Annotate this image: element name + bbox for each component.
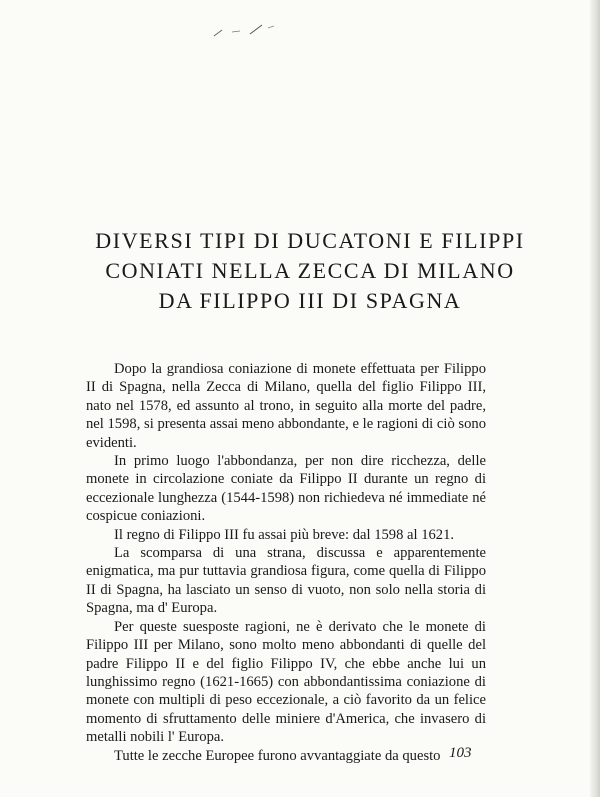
paragraph-1: Dopo la grandiosa coniazione di monete effettuata per Filippo II di Spagna, nella Zecca di Milano, quella del figlio Filippo III, nato nel 1578, ed assunto al trono, in seguito alla morte del padre, nel 1598, si presenta assai meno abbondante, e le ragioni di ciò sono evidenti. bbox=[86, 361, 486, 451]
title-line-2: CONIATI NELLA ZECCA DI MILANO bbox=[105, 258, 515, 283]
page-number: 103 bbox=[449, 745, 472, 761]
paragraph-5: Per queste suesposte ragioni, ne è derivato che le monete di Filippo III per Milano, sono molto meno abbondanti di quelle del padre Filippo II e del figlio Filippo IV, che ebbe anche lui un lunghissimo regno (1621-1665) con abbondantissima coniazione di monete con multipli di peso eccezionale, a ciò favorito da un felice momento di sfruttamento delle miniere d'America, che invasero di metalli nobili l' Europa. bbox=[86, 618, 486, 746]
pencil-marks-icon bbox=[210, 22, 280, 42]
paragraph-2: In primo luogo l'abbondanza, per non dire ricchezza, delle monete in circolazione coniate da Filippo II durante un regno di eccezionale lunghezza (1544-1598) non richiedeva né immediate né cospicue coniazioni. bbox=[86, 453, 486, 525]
title-line-3: DA FILIPPO III DI SPAGNA bbox=[158, 288, 462, 313]
paragraph-3: Il regno di Filippo III fu assai più breve: dal 1598 al 1621. bbox=[114, 526, 455, 543]
body-text bbox=[86, 360, 486, 765]
paragraph-6: Tutte le zecche Europee furono avvantaggiate da questo bbox=[114, 747, 441, 764]
paragraph-4: La scomparsa di una strana, discussa e apparentemente enigmatica, ma pur tuttavia grandiosa figura, come quella di Filippo II di Spagna, ha lasciato un senso di vuoto, non solo nella storia di Spagna, ma d' Europa. bbox=[86, 545, 486, 617]
title-line-1: DIVERSI TIPI DI DUCATONI E FILIPPI bbox=[95, 228, 525, 253]
chapter-title bbox=[60, 226, 560, 316]
scan-edge-shadow bbox=[590, 0, 600, 797]
